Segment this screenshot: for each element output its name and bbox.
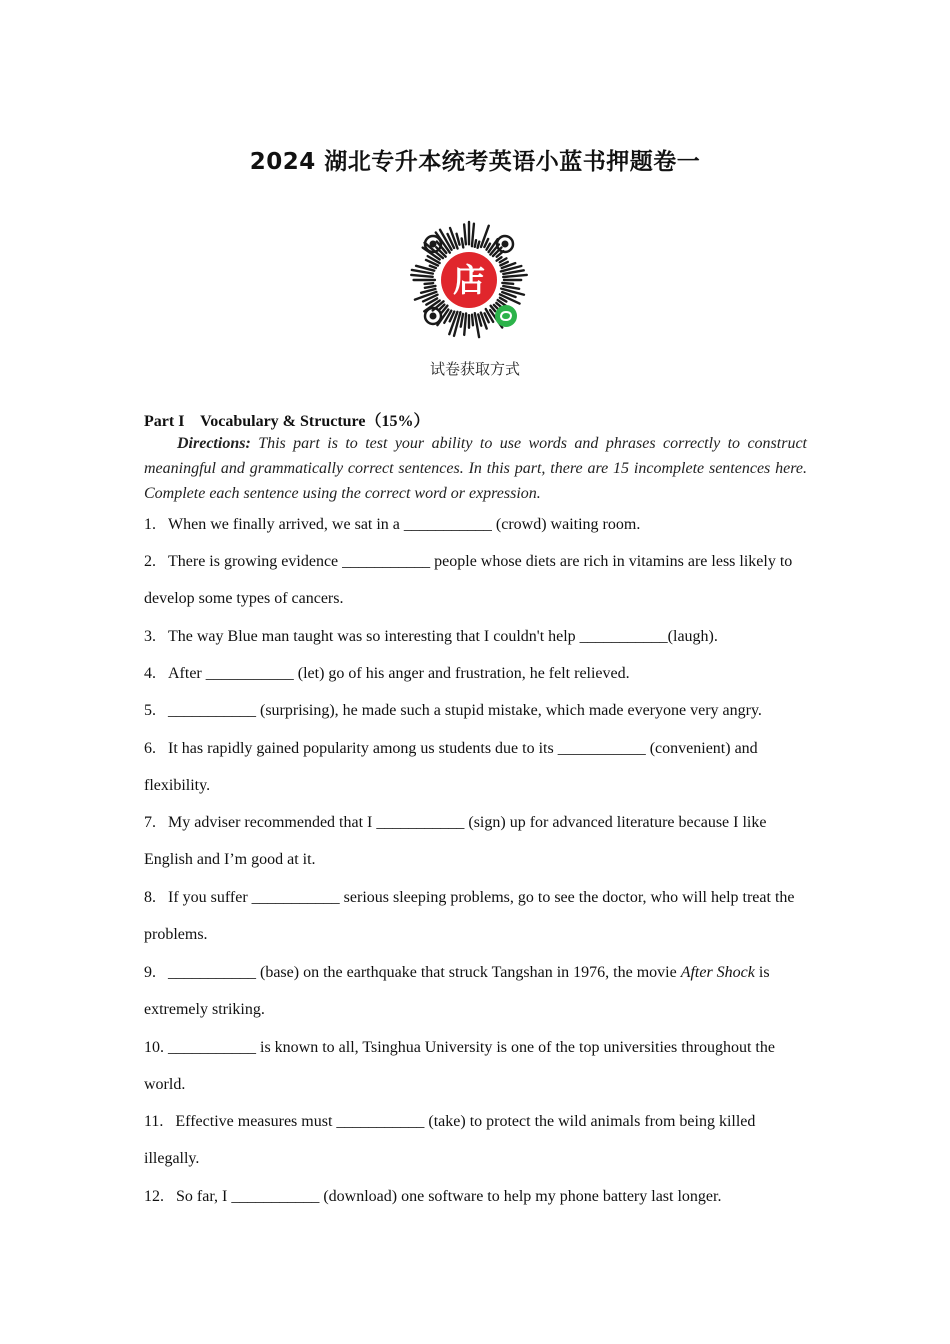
- part-heading: Part I Vocabulary & Structure（15%）: [144, 413, 430, 430]
- question-number: 8.: [144, 889, 156, 906]
- question-6: [144, 730, 809, 805]
- question-text: ___________ (base) on the earthquake that struck Tangshan in 1976, the movie: [168, 964, 681, 981]
- question-text: The way Blue man taught was so interesting that I couldn't help ___________(laugh).: [168, 628, 718, 645]
- question-text: There is growing evidence ___________ people whose diets are rich in vitamins are less likely to develop some types of cancers.: [144, 553, 793, 608]
- qr-center-char: 店: [452, 261, 486, 299]
- qr-ray: [430, 266, 436, 268]
- movie-title: After Shock: [680, 964, 755, 981]
- question-number: 6.: [144, 740, 156, 757]
- page-title: 2024 湖北专升本统考英语小蓝书押题卷一: [249, 149, 701, 175]
- qr-ray: [478, 314, 481, 325]
- qr-ray: [503, 286, 519, 289]
- question-10: [144, 1029, 809, 1104]
- qr-ray: [425, 286, 436, 288]
- qr-finder-dot: [430, 313, 437, 320]
- question-number: 4.: [144, 665, 156, 682]
- qr-caption: 试卷获取方式: [429, 360, 520, 378]
- qr-ray: [472, 224, 474, 247]
- question-number: 3.: [144, 628, 156, 645]
- qr-ray: [472, 315, 473, 326]
- qr-ray: [503, 275, 527, 277]
- question-number: 11.: [144, 1113, 164, 1130]
- question-number: 5.: [144, 702, 156, 719]
- question-number: 10.: [144, 1039, 164, 1056]
- question-number: 7.: [144, 814, 156, 831]
- question-11: [144, 1103, 809, 1178]
- question-9: [144, 954, 809, 1029]
- question-number: 12.: [144, 1188, 164, 1205]
- question-number: 2.: [144, 553, 156, 570]
- question-5: [144, 692, 809, 729]
- mini-program-qr-code: [407, 218, 531, 342]
- question-text: ___________ is known to all, Tsinghua University is one of the top universities throughout the world.: [144, 1039, 775, 1094]
- question-text: ___________ (surprising), he made such a stupid mistake, which made everyone very angry.: [168, 702, 762, 719]
- directions-label: Directions:: [177, 435, 251, 452]
- question-text-end: is extremely striking.: [144, 964, 770, 1019]
- qr-ray: [475, 240, 476, 247]
- question-number: 9.: [144, 964, 156, 981]
- qr-finder-dot: [502, 241, 509, 248]
- qr-ray: [462, 238, 464, 247]
- qr-ray: [464, 224, 466, 244]
- question-12: [144, 1178, 809, 1215]
- question-number: 1.: [144, 516, 156, 533]
- question-text: Effective measures must ___________ (take) to protect the wild animals from being killed illegally.: [144, 1113, 756, 1168]
- question-2: [144, 543, 809, 618]
- mini-program-logo-icon: [495, 305, 517, 327]
- question-4: [144, 655, 809, 692]
- qr-ray: [457, 234, 460, 245]
- question-text: It has rapidly gained popularity among us students due to its ___________ (convenient) and flexibility.: [144, 740, 758, 795]
- question-1: [144, 506, 809, 543]
- directions-paragraph: [144, 431, 807, 506]
- qr-ray: [461, 314, 463, 327]
- question-text: If you suffer ___________ serious sleeping problems, go to see the doctor, who will help treat the problems.: [144, 889, 795, 944]
- question-text: When we finally arrived, we sat in a ___________ (crowd) waiting room.: [168, 516, 641, 533]
- question-text: After ___________ (let) go of his anger and frustration, he felt relieved.: [168, 665, 630, 682]
- qr-ray: [478, 242, 480, 248]
- question-7: [144, 804, 809, 879]
- question-3: [144, 618, 809, 655]
- qr-ray: [502, 283, 513, 284]
- question-text: My adviser recommended that I ___________ (sign) up for advanced literature because I like English and I’m good at it.: [144, 814, 767, 869]
- question-text: So far, I ___________ (download) one software to help my phone battery last longer.: [176, 1188, 722, 1205]
- qr-ray: [425, 283, 434, 284]
- qr-finder-dot: [430, 241, 437, 248]
- qr-ray: [411, 275, 432, 277]
- qr-ray: [464, 313, 466, 334]
- question-8: [144, 879, 809, 954]
- directions-text: This part is to test your ability to use words and phrases correctly to construct meaningful and grammatically correct sentences. In this part, there are 15 incomplete sentences here. Complete each sentence using the correct word or expression.: [144, 435, 807, 502]
